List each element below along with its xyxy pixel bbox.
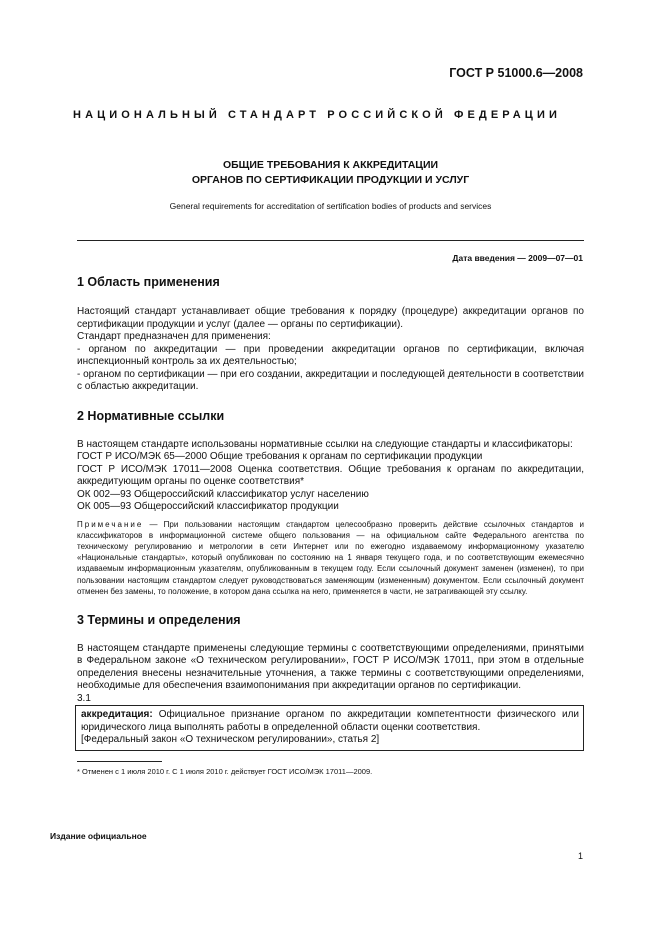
section-3-heading: 3 Термины и определения <box>77 612 241 627</box>
document-code: ГОСТ Р 51000.6—2008 <box>449 66 583 80</box>
standard-banner: НАЦИОНАЛЬНЫЙ СТАНДАРТ РОССИЙСКОЙ ФЕДЕРАЦИИ <box>73 109 561 121</box>
section-1-paragraph: Настоящий стандарт устанавливает общие требования к порядку (процедуре) аккредитации органов по сертификации продукции и услуг (далее — органы по сертификации). <box>77 306 584 330</box>
page-number: 1 <box>577 851 583 861</box>
normative-reference: ОК 002—93 Общероссийский классификатор услуг населению <box>77 488 369 500</box>
section-3-paragraph: В настоящем стандарте применены следующие термины с соответствующими определениями, принятыми в Федеральном законе «О техническом регулировании», ГОСТ Р ИСО/МЭК 17011, при этом в отдельные определения внесены незначительные уточнения, а также термины с соответствующими определениями, необходимые для обеспечения взаимопонимания при аккредитации органов по сертификации. <box>77 642 584 692</box>
english-title: General requirements for accreditation of sertification bodies of products and services <box>169 201 492 211</box>
introduction-date: Дата введения — 2009—07—01 <box>452 253 583 263</box>
section-1-paragraph: - органом по сертификации — при его создании, аккредитации и последующей деятельности в соответствии с областью аккредитации. <box>77 368 584 392</box>
normative-reference: ГОСТ Р ИСО/МЭК 17011—2008 Оценка соответствия. Общие требования к органам по аккредитации, аккредитующим органы по оценке соответствия* <box>77 463 584 487</box>
section-2-heading: 2 Нормативные ссылки <box>77 408 225 423</box>
definition-text: Официальное признание органом по аккредитации компетентности физического или юридического лица выполнять работы в определенной области оценки соответствия. <box>81 709 579 733</box>
definition-box <box>75 705 584 751</box>
edition-label: Издание официальное <box>50 831 147 841</box>
note-label: Примечание <box>77 519 144 529</box>
clause-number: 3.1 <box>77 692 91 704</box>
definition-source: [Федеральный закон «О техническом регулировании», статья 2] <box>81 734 380 746</box>
main-content <box>77 275 584 776</box>
reference-note <box>77 519 584 597</box>
section-1-paragraph: - органом по аккредитации — при проведении аккредитации органов по сертификации, включая инспекционный контроль за их деятельностью; <box>77 343 584 367</box>
section-2-paragraph: В настоящем стандарте использованы нормативные ссылки на следующие стандарты и классификаторы: <box>77 438 573 450</box>
title-divider <box>77 240 584 241</box>
title-line-1: ОБЩИЕ ТРЕБОВАНИЯ К АККРЕДИТАЦИИ <box>222 159 439 171</box>
term: аккредитация: <box>81 709 153 721</box>
title-line-2: ОРГАНОВ ПО СЕРТИФИКАЦИИ ПРОДУКЦИИ И УСЛУГ <box>191 174 470 186</box>
normative-reference: ОК 005—93 Общероссийский классификатор продукции <box>77 501 339 512</box>
section-1-heading: 1 Область применения <box>77 275 220 289</box>
document-title <box>50 158 611 188</box>
term-definition <box>81 709 579 734</box>
normative-reference: ГОСТ Р ИСО/МЭК 65—2000 Общие требования к органам по сертификации продукции <box>77 451 483 462</box>
footnote: * Отменен с 1 июля 2010 г. С 1 июля 2010 г. действует ГОСТ ИСО/МЭК 17011—2009. <box>77 766 373 776</box>
section-1-paragraph: Стандарт предназначен для применения: <box>77 331 271 342</box>
note-text: — При пользовании настоящим стандартом целесообразно проверить действие ссылочных стандартов и классификаторов в информационной системе общего пользования — на официальном сайте Федерального агентства по техническому регулированию и метрологии в сети Интернет или по ежегодно издаваемому информационному указателю «Национальные стандарты», который опубликован по состоянию на 1 января текущего года, и по соответствующим ежемесячно издаваемым информационным указателям, опубликованным в текущем году. Если ссылочный документ заменен (изменен), то при пользовании настоящим стандартом следует руководствоваться заменяющим (измененным) документом. Если ссылочный документ отменен без замены, то положение, в котором дана ссылка на него, применяется в части, не затрагивающей эту ссылку. <box>77 519 584 596</box>
